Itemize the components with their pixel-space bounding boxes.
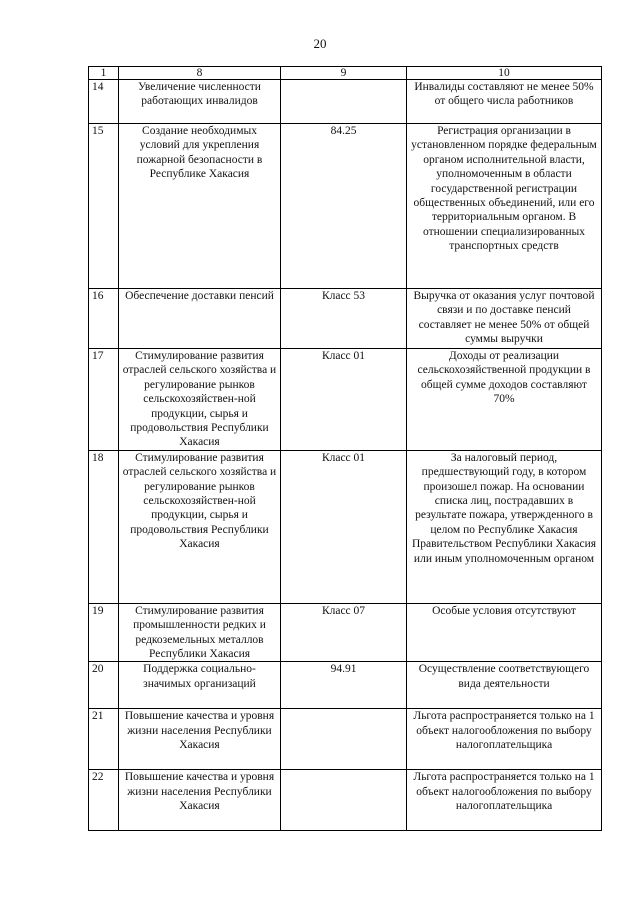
table-row: [89, 450, 602, 603]
header-cell-8: 8: [119, 67, 281, 80]
condition-text: Регистрация организации в установленном порядке федеральным органом исполнительной власти, уполномоченным в области государственной регистрации общественных объединений, или его территориальным органом. В отношении специализированных транспортных средств: [407, 124, 602, 289]
header-row: [89, 67, 602, 80]
benefits-table: [88, 66, 602, 831]
header-cell-10: 10: [407, 67, 602, 80]
row-number: 16: [89, 289, 119, 349]
table-row: [89, 770, 602, 831]
table-row: [89, 709, 602, 770]
row-number: 15: [89, 124, 119, 289]
page-number: 20: [313, 36, 327, 51]
condition-text: За налоговый период, предшествующий году, в котором произошел пожар. На основании списка лиц, пострадавших в результате пожара, утвержденного в целом по Республике Хакасия Правительством Республики Хакасия или иным уполномоченным органом: [407, 450, 602, 603]
condition-text: Льгота распространяется только на 1 объект налогообложения по выбору налогоплательщика: [407, 770, 602, 831]
row-number: 21: [89, 709, 119, 770]
measure-name: Создание необходимых условий для укрепления пожарной безопасности в Республике Хакасия: [119, 124, 281, 289]
measure-name: Стимулирование развития отраслей сельского хозяйства и регулирование рынков сельскохозяйствен-ной продукции, сырья и продовольствия Республики Хакасия: [119, 450, 281, 603]
activity-code: Класс 07: [281, 603, 407, 662]
activity-code: Класс 01: [281, 349, 407, 451]
measure-name: Обеспечение доставки пенсий: [119, 289, 281, 349]
condition-text: Доходы от реализации сельскохозяйственной продукции в общей сумме доходов составляют 70%: [407, 349, 602, 451]
row-number: 22: [89, 770, 119, 831]
row-number: 17: [89, 349, 119, 451]
table-row: [89, 289, 602, 349]
row-number: 19: [89, 603, 119, 662]
table-row: [89, 603, 602, 662]
activity-code: [281, 709, 407, 770]
activity-code: 84.25: [281, 124, 407, 289]
row-number: 14: [89, 80, 119, 124]
measure-name: Увеличение численности работающих инвалидов: [119, 80, 281, 124]
activity-code: Класс 53: [281, 289, 407, 349]
measure-name: Поддержка социально-значимых организаций: [119, 662, 281, 709]
table-row: [89, 124, 602, 289]
table-row: [89, 80, 602, 124]
activity-code: Класс 01: [281, 450, 407, 603]
header-cell-1: 1: [89, 67, 119, 80]
table-row: [89, 662, 602, 709]
condition-text: Льгота распространяется только на 1 объект налогообложения по выбору налогоплательщика: [407, 709, 602, 770]
measure-name: Повышение качества и уровня жизни населения Республики Хакасия: [119, 770, 281, 831]
activity-code: [281, 770, 407, 831]
measure-name: Стимулирование развития промышленности редких и редкоземельных металлов Республики Хакасия: [119, 603, 281, 662]
condition-text: Выручка от оказания услуг почтовой связи и по доставке пенсий составляет не менее 50% от общей суммы выручки: [407, 289, 602, 349]
row-number: 18: [89, 450, 119, 603]
measure-name: Повышение качества и уровня жизни населения Республики Хакасия: [119, 709, 281, 770]
row-number: 20: [89, 662, 119, 709]
activity-code: 94.91: [281, 662, 407, 709]
condition-text: Осуществление соответствующего вида деятельности: [407, 662, 602, 709]
table-row: [89, 349, 602, 451]
activity-code: [281, 80, 407, 124]
header-cell-9: 9: [281, 67, 407, 80]
condition-text: Инвалиды составляют не менее 50% от общего числа работников: [407, 80, 602, 124]
condition-text: Особые условия отсутствуют: [407, 603, 602, 662]
measure-name: Стимулирование развития отраслей сельского хозяйства и регулирование рынков сельскохозяйствен-ной продукции, сырья и продовольствия Республики Хакасия: [119, 349, 281, 451]
